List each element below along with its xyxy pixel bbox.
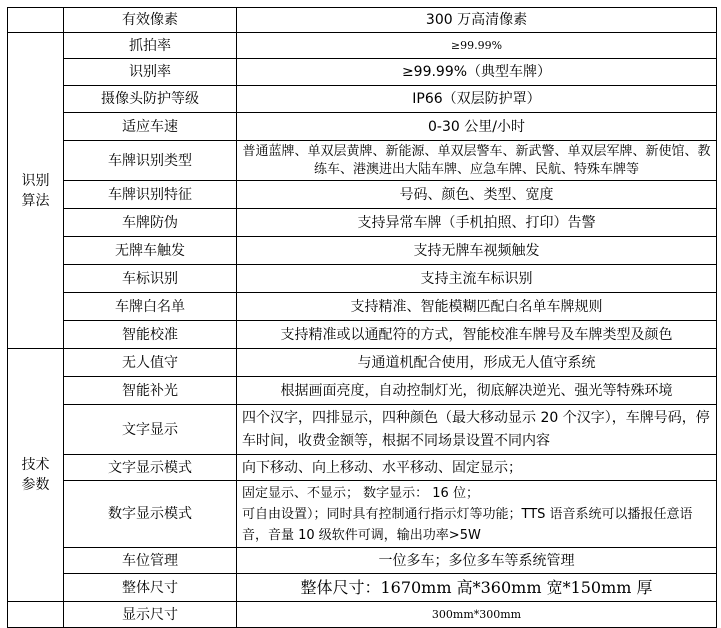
param-vehicle-speed: 适应车速 (64, 113, 237, 141)
param-text-display: 文字显示 (64, 405, 237, 455)
value-text-display-mode: 向下移动、向上移动、水平移动、固定显示； (237, 455, 717, 481)
param-smart-fill-light: 智能补光 (64, 377, 237, 405)
table-row (8, 349, 717, 377)
empty-category-cell (8, 8, 64, 33)
category-label-line1: 技术 (21, 457, 50, 473)
table-row (8, 455, 717, 481)
category-recognition-algorithm (8, 33, 64, 349)
value-overall-size: 整体尺寸：1670mm 高*360mm 宽*150mm 厚 (237, 574, 717, 602)
param-capture-rate: 抓拍率 (64, 33, 237, 59)
table-row (8, 265, 717, 293)
table-row (8, 59, 717, 86)
table-row (8, 181, 717, 209)
table-row (8, 321, 717, 349)
table-row (8, 481, 717, 548)
table-row (8, 237, 717, 265)
param-smart-calibration: 智能校准 (64, 321, 237, 349)
value-capture-rate: ≥99.99% (237, 33, 717, 59)
value-digit-display-line1: 固定显示、不显示； 数字显示： 16 位； (242, 485, 479, 501)
param-anti-counterfeit: 车牌防伪 (64, 209, 237, 237)
table-row (8, 405, 717, 455)
param-protection-level: 摄像头防护等级 (64, 86, 237, 113)
value-smart-fill-light: 根据画面亮度，自动控制灯光，彻底解决逆光、强光等特殊环境 (237, 377, 717, 405)
param-unattended: 无人值守 (64, 349, 237, 377)
param-whitelist: 车牌白名单 (64, 293, 237, 321)
table-row (8, 33, 717, 59)
table-row (8, 8, 717, 33)
param-effective-pixels: 有效像素 (64, 8, 237, 33)
value-logo-recognition: 支持主流车标识别 (237, 265, 717, 293)
value-anti-counterfeit: 支持异常车牌（手机拍照、打印）告警 (237, 209, 717, 237)
empty-category-cell (8, 602, 64, 628)
table-row (8, 548, 717, 574)
table-row (8, 574, 717, 602)
table-row (8, 86, 717, 113)
spec-table (7, 7, 717, 628)
value-unlicensed-trigger: 支持无牌车视频触发 (237, 237, 717, 265)
value-space-management: 一位多车；多位多车等系统管理 (237, 548, 717, 574)
param-space-management: 车位管理 (64, 548, 237, 574)
value-unattended: 与通道机配合使用，形成无人值守系统 (237, 349, 717, 377)
table-row (8, 377, 717, 405)
table-row (8, 209, 717, 237)
param-plate-features: 车牌识别特征 (64, 181, 237, 209)
value-vehicle-speed: 0-30 公里/小时 (237, 113, 717, 141)
param-display-size: 显示尺寸 (64, 602, 237, 628)
table-row (8, 141, 717, 181)
category-label-line1: 识别 (21, 172, 50, 189)
category-technical-params (8, 349, 64, 602)
value-protection-level: IP66（双层防护罩） (237, 86, 717, 113)
category-label-line2: 算法 (21, 192, 50, 209)
value-effective-pixels: 300 万高清像素 (237, 8, 717, 33)
table-row (8, 602, 717, 628)
value-text-display: 四个汉字，四排显示，四种颜色（最大移动显示 20 个汉字），车牌号码，停车时间，收费金额等，根据不同场景设置不同内容 (237, 405, 717, 455)
param-unlicensed-trigger: 无牌车触发 (64, 237, 237, 265)
value-digit-display-mode (237, 481, 717, 548)
value-whitelist: 支持精准、智能模糊匹配白名单车牌规则 (237, 293, 717, 321)
category-label-line2: 参数 (21, 477, 50, 493)
table-row (8, 293, 717, 321)
value-display-size: 300mm*300mm (237, 602, 717, 628)
value-recognition-rate: ≥99.99%（典型车牌） (237, 59, 717, 86)
param-logo-recognition: 车标识别 (64, 265, 237, 293)
value-plate-features: 号码、颜色、类型、宽度 (237, 181, 717, 209)
value-digit-display-line2: 可自由设置）；同时具有控制通行指示灯等功能；TTS 语音系统可以播报任意语音，音量 10 级软件可调，输出功率>5W (242, 506, 693, 543)
param-text-display-mode: 文字显示模式 (64, 455, 237, 481)
param-digit-display-mode: 数字显示模式 (64, 481, 237, 548)
param-overall-size: 整体尺寸 (64, 574, 237, 602)
param-plate-types: 车牌识别类型 (64, 141, 237, 181)
value-smart-calibration: 支持精准或以通配符的方式，智能校准车牌号及车牌类型及颜色 (237, 321, 717, 349)
param-recognition-rate: 识别率 (64, 59, 237, 86)
table-row (8, 113, 717, 141)
value-plate-types: 普通蓝牌、单双层黄牌、新能源、单双层警车、新武警、单双层军牌、新使馆、教练车、港澳进出大陆车牌、应急车牌、民航、特殊车牌等 (237, 141, 717, 181)
